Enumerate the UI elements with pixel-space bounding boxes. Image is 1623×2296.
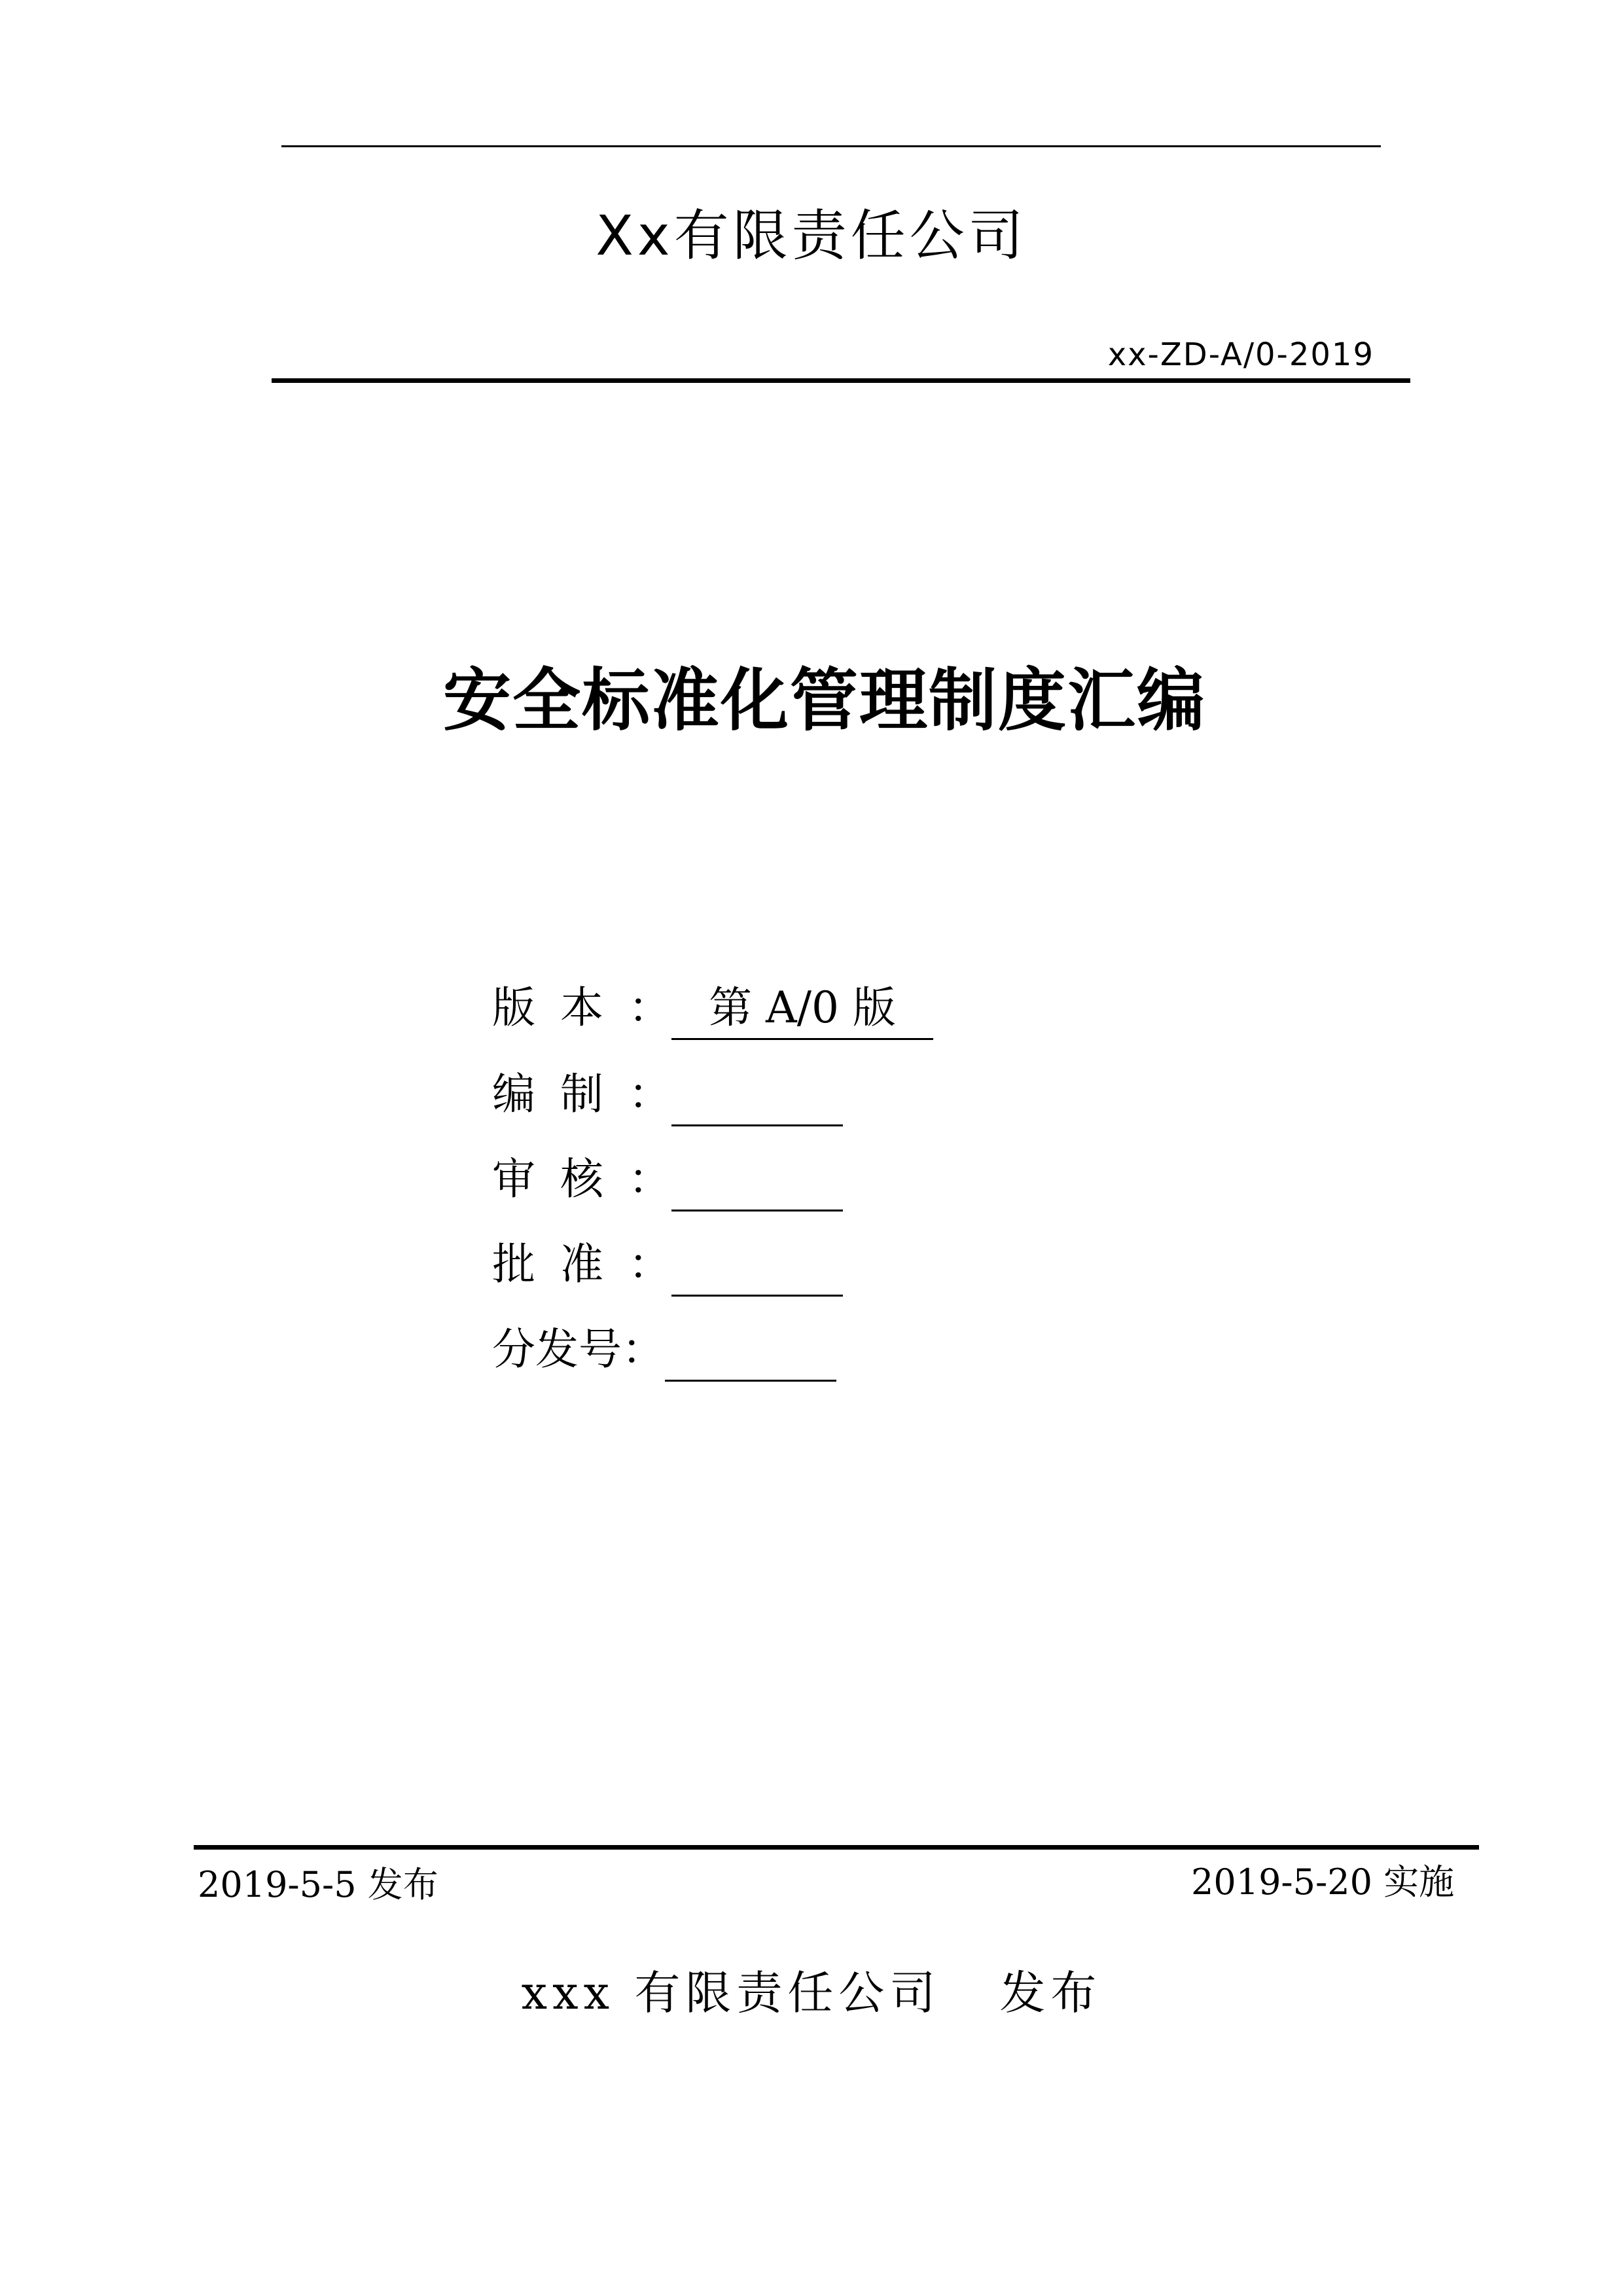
approved-by-blank <box>671 1232 843 1297</box>
approved-by-colon: ： <box>628 1239 671 1289</box>
version-value: 第 A/0 版 <box>671 975 933 1040</box>
approved-by-field <box>492 1232 843 1297</box>
reviewed-by-blank <box>671 1147 843 1211</box>
distribution-number-field <box>492 1317 836 1382</box>
effective-date: 2019-5-20 实施 <box>1191 1861 1455 1903</box>
version-colon: ： <box>628 982 671 1033</box>
company-header: Xx有限责任公司 <box>596 204 1027 268</box>
compiled-by-label: 编制 <box>492 1069 628 1119</box>
reviewed-by-label: 审核 <box>492 1154 628 1204</box>
compiled-by-blank <box>671 1062 843 1126</box>
document-code: xx-ZD-A/0-2019 <box>1107 336 1374 373</box>
publisher-line <box>0 1957 1623 2029</box>
approved-by-label: 批准 <box>492 1239 628 1289</box>
distribution-number-blank <box>665 1317 836 1382</box>
publisher-action: 发布 <box>999 1966 1102 2020</box>
compiled-by-colon: ： <box>628 1069 671 1119</box>
header-rule <box>272 378 1410 383</box>
distribution-number-colon: ： <box>622 1324 665 1374</box>
version-label: 版本 <box>492 982 628 1033</box>
reviewed-by-colon: ： <box>628 1154 671 1204</box>
publisher-name: xxx 有限责任公司 <box>521 1966 941 2020</box>
reviewed-by-field <box>492 1147 843 1212</box>
document-title: 安全标准化管理制度汇编 <box>442 660 1206 740</box>
distribution-number-label: 分发号 <box>492 1324 622 1374</box>
compiled-by-field <box>492 1062 843 1127</box>
top-rule <box>281 145 1381 147</box>
footer-rule <box>194 1845 1479 1850</box>
version-field <box>492 975 933 1041</box>
issue-date: 2019-5-5 发布 <box>198 1864 438 1905</box>
